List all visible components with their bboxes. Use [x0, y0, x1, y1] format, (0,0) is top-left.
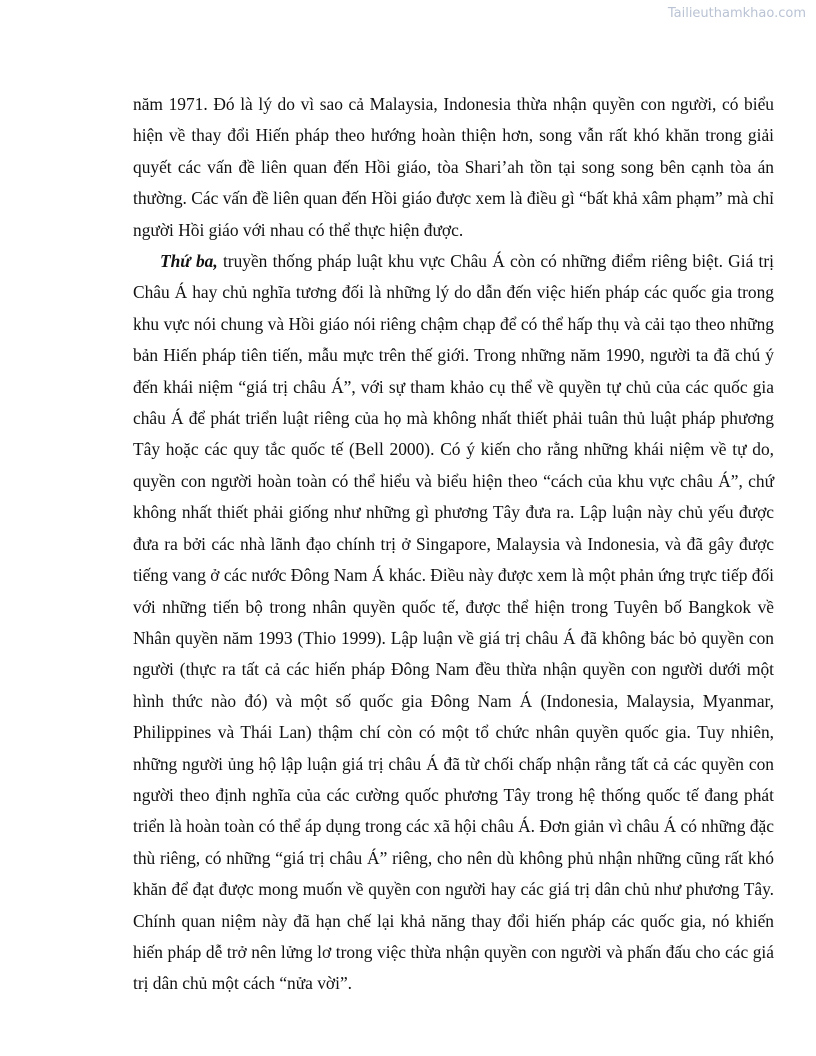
paragraph-2-text: truyền thống pháp luật khu vực Châu Á còn có những điểm riêng biệt. Giá trị Châu Á hay chủ nghĩa tương đối là những lý do dẫn đến việc hiến pháp các quốc gia trong khu vực nói chung và Hồi giáo nói riêng chậm chạp để có thể hấp thụ và cải tạo theo những bản Hiến pháp tiên tiến, mẫu mực trên thế giới. Trong những năm 1990, người ta đã chú ý đến khái niệm “giá trị châu Á”, với sự tham khảo cụ thể về quyền tự chủ của các quốc gia châu Á để phát triển luật riêng của họ mà không nhất thiết phải tuân thủ luật pháp phương Tây hoặc các quy tắc quốc tế (Bell 2000). Có ý kiến cho rằng những khái niệm về tự do, quyền con người hoàn toàn có thể hiểu và biểu hiện theo “cách của khu vực châu Á”, chứ không nhất thiết phải giống như những gì phương Tây đưa ra. Lập luận này chủ yếu được đưa ra bởi các nhà lãnh đạo chính trị ở Singapore, Malaysia và Indonesia, và đã gây được tiếng vang ở các nước Đông Nam Á khác. Điều này được xem là một phản ứng trực tiếp đối với những tiến bộ trong nhân quyền quốc tế, được thể hiện trong Tuyên bố Bangkok về Nhân quyền năm 1993 (Thio 1999). Lập luận về giá trị châu Á đã không bác bỏ quyền con người (thực ra tất cả các hiến pháp Đông Nam đều thừa nhận quyền con người dưới một hình thức nào đó) và một số quốc gia Đông Nam Á (Indonesia, Malaysia, Myanmar, Philippines và Thái Lan) thậm chí còn có một tổ chức nhân quyền quốc gia. Tuy nhiên, những người ủng hộ lập luận giá trị châu Á đã từ chối chấp nhận rằng tất cả các quyền con người theo định nghĩa của các cường quốc phương Tây trong hệ thống quốc tế đang phát triển là hoàn toàn có thể áp dụng trong các xã hội châu Á. Đơn giản vì châu Á có những đặc thù riêng, có những “giá trị châu Á” riêng, cho nên dù không phủ nhận những cũng rất khó khăn để đạt được mong muốn về quyền con người hay các giá trị dân chủ như phương Tây. Chính quan niệm này đã hạn chế lại khả năng thay đổi hiến pháp các quốc gia, nó khiến hiến pháp dễ trở nên lửng lơ trong việc thừa nhận quyền con người và phấn đấu cho các giá trị dân chủ một cách “nửa vời”. [133, 251, 774, 994]
paragraph-2 [133, 246, 774, 1000]
watermark: Tailieuthamkhao.com [667, 6, 806, 21]
body-text [133, 89, 774, 1000]
paragraph-2-lead: Thứ ba, [160, 251, 218, 272]
paragraph-1: năm 1971. Đó là lý do vì sao cả Malaysia, Indonesia thừa nhận quyền con người, có biểu hiện về thay đổi Hiến pháp theo hướng hoàn thiện hơn, song vẫn rất khó khăn trong giải quyết các vấn đề liên quan đến Hồi giáo, tòa Shari’ah tồn tại song song bên cạnh tòa án thường. Các vấn đề liên quan đến Hồi giáo được xem là điều gì “bất khả xâm phạm” mà chỉ người Hồi giáo với nhau có thể thực hiện được. [133, 94, 774, 240]
